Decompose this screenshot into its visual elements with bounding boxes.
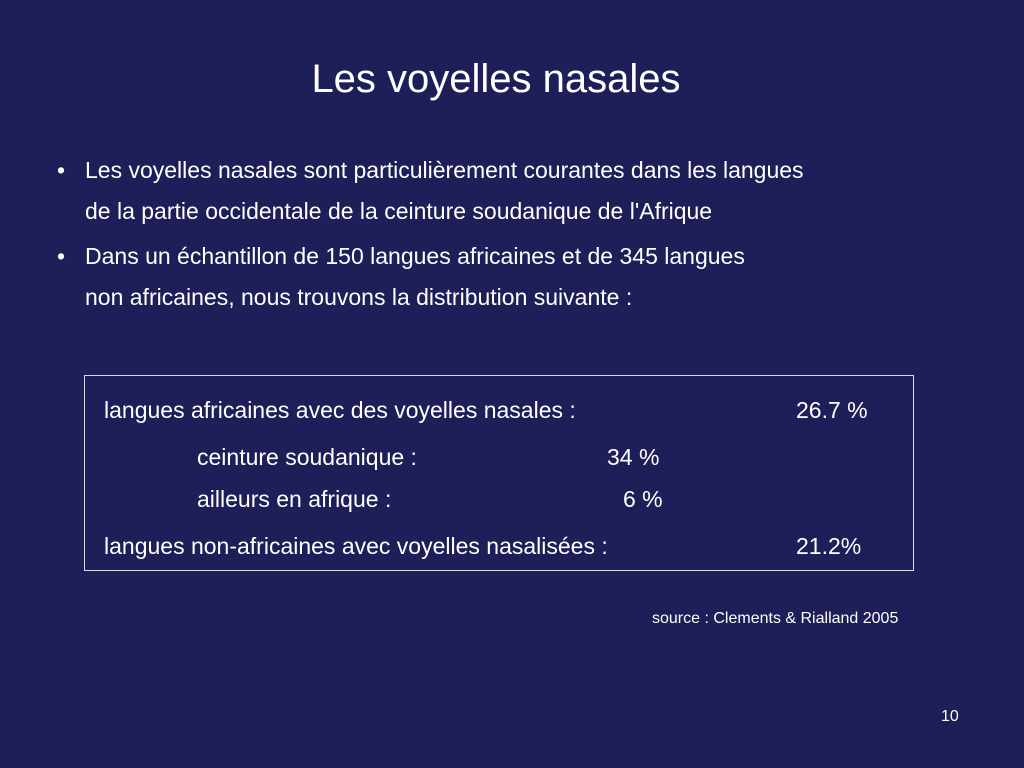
bullet-item (55, 236, 1005, 318)
bullet-item (55, 150, 1005, 232)
bullet-text-line: Dans un échantillon de 150 langues africaines et de 345 langues (85, 243, 745, 269)
slide-title: Les voyelles nasales (311, 57, 681, 101)
sudanic-belt-value: 34 % (607, 444, 660, 470)
bullet-list (55, 150, 1005, 322)
elsewhere-africa-label: ailleurs en afrique : (197, 486, 392, 512)
sudanic-belt-label: ceinture soudanique : (197, 444, 417, 470)
elsewhere-africa-value: 6 % (623, 486, 663, 512)
page-number: 10 (941, 708, 959, 725)
bullet-dot-icon: • (57, 157, 66, 183)
african-languages-value: 26.7 % (796, 397, 868, 423)
bullet-text-line: Les voyelles nasales sont particulièrement courantes dans les langues (85, 157, 804, 183)
bullet-text-line: de la partie occidentale de la ceinture soudanique de l'Afrique (85, 198, 713, 224)
non-african-languages-label: langues non-africaines avec voyelles nasalisées : (104, 533, 608, 559)
source-citation: source : Clements & Rialland 2005 (652, 610, 899, 627)
statistics-box (84, 375, 914, 571)
non-african-languages-value: 21.2% (796, 533, 862, 559)
african-languages-label: langues africaines avec des voyelles nasales : (104, 397, 576, 423)
bullet-text-line: non africaines, nous trouvons la distribution suivante : (85, 284, 633, 310)
bullet-dot-icon: • (57, 243, 66, 269)
